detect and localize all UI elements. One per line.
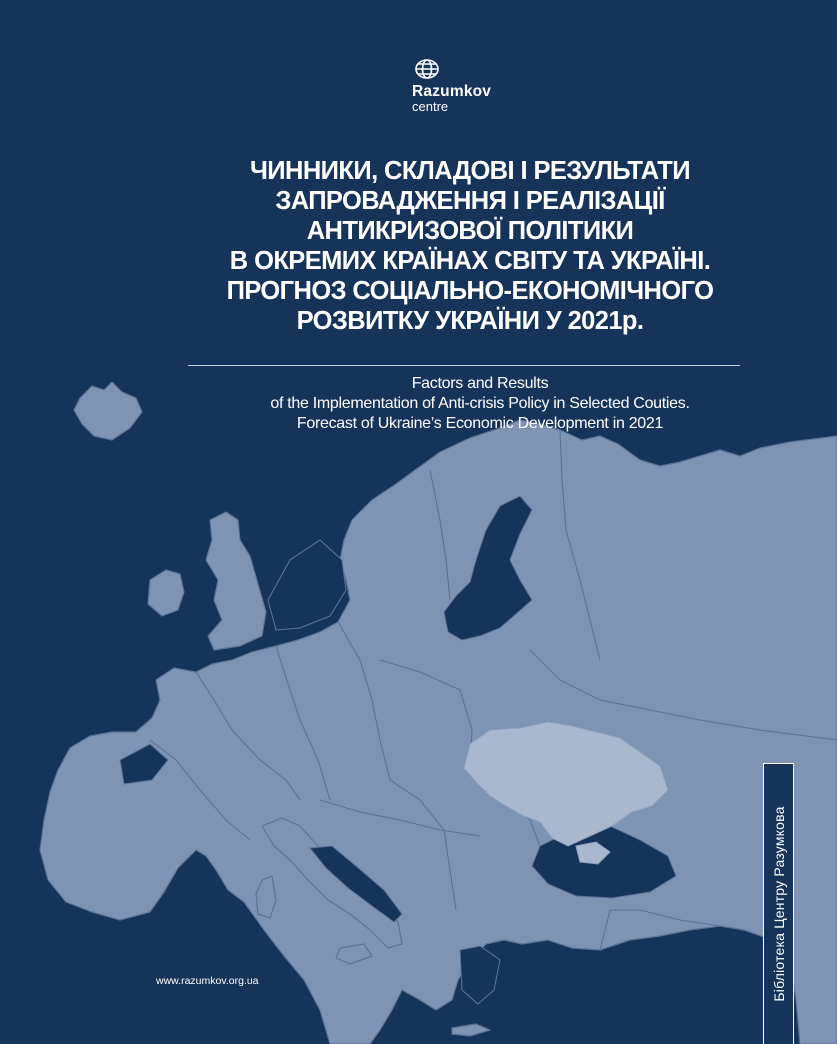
title-line: ЧИННИКИ, СКЛАДОВІ І РЕЗУЛЬТАТИ bbox=[249, 157, 691, 185]
subtitle-line: of the Implementation of Anti-crisis Policy in Selected Couties. bbox=[270, 395, 690, 412]
brand-subname: centre bbox=[412, 99, 449, 114]
title-line: В ОКРЕМИХ КРАЇНАХ СВІТУ ТА УКРАЇНІ. bbox=[229, 247, 711, 275]
globe-icon bbox=[414, 58, 440, 80]
library-spine-label bbox=[763, 763, 794, 1044]
great-britain-shape bbox=[206, 512, 266, 650]
spine-label-text: Бібліотека Центру Разумкова bbox=[770, 806, 787, 1002]
title-line: РОЗВИТКУ УКРАЇНИ У 2021р. bbox=[296, 307, 644, 335]
title-divider bbox=[188, 365, 740, 366]
cover-subtitle bbox=[180, 374, 780, 434]
razumkov-logo bbox=[412, 58, 522, 113]
title-line: АНТИКРИЗОВОЇ ПОЛІТИКИ bbox=[306, 217, 634, 245]
title-line: ПРОГНОЗ СОЦІАЛЬНО-ЕКОНОМІЧНОГО bbox=[226, 277, 714, 305]
title-line: ЗАПРОВАДЖЕННЯ І РЕАЛІЗАЦІЇ bbox=[275, 187, 665, 215]
brand-name: Razumkov bbox=[412, 83, 492, 100]
subtitle-line: Factors and Results bbox=[411, 375, 549, 392]
subtitle-line: Forecast of Ukraine’s Economic Development in 2021 bbox=[296, 415, 664, 432]
iceland-shape bbox=[74, 382, 142, 440]
aegean-sea-shape bbox=[460, 946, 500, 1004]
website-url: www.razumkov.org.ua bbox=[156, 975, 259, 987]
ireland-shape bbox=[148, 570, 184, 616]
north-sea-shape bbox=[268, 540, 346, 630]
crete-shape bbox=[452, 1024, 490, 1036]
cover-title bbox=[180, 156, 760, 336]
